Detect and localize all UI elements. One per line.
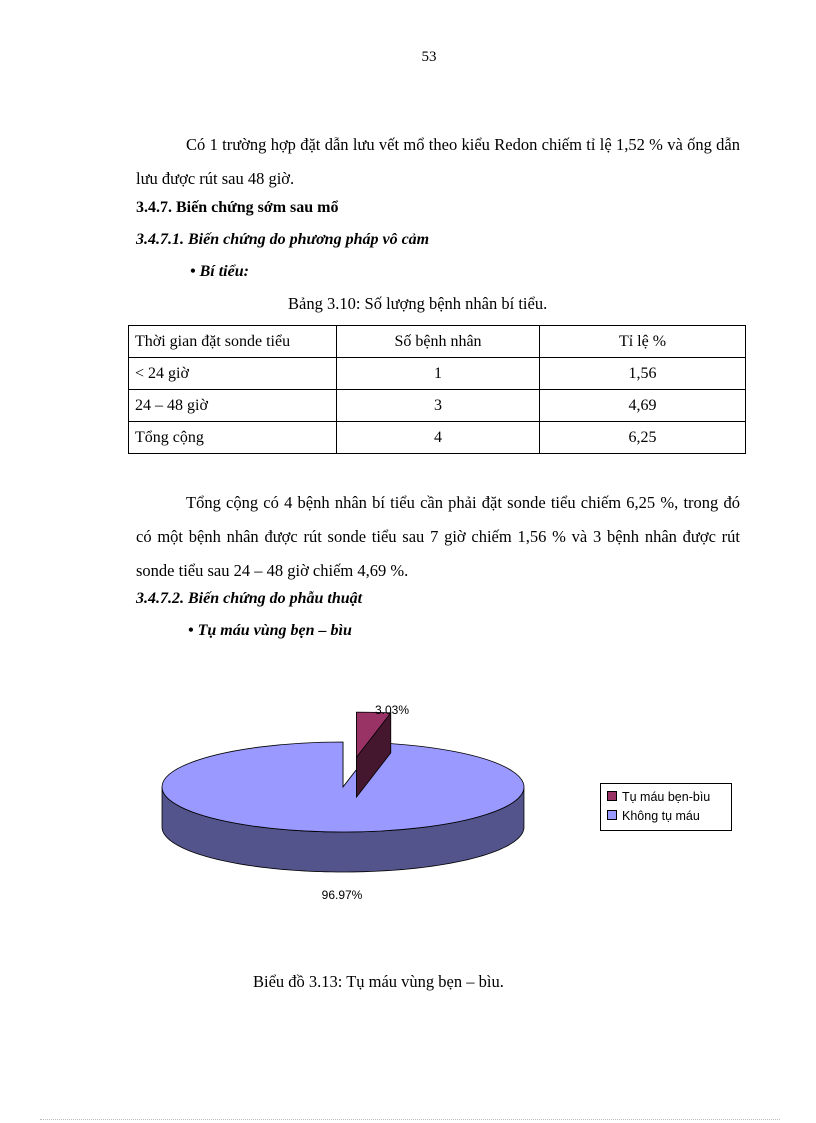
urinary-retention-table xyxy=(128,325,746,454)
table-row xyxy=(129,422,746,454)
table-row xyxy=(129,358,746,390)
table-cell: 1 xyxy=(337,358,540,390)
table-cell: Tổng cộng xyxy=(129,422,337,454)
pie-data-label: 3.03% xyxy=(374,703,410,717)
bullet-hematoma: • Tụ máu vùng bẹn – bìu xyxy=(188,622,352,639)
table-header-cell: Số bệnh nhân xyxy=(337,326,540,358)
paragraph-redon: Có 1 trường hợp đặt dẫn lưu vết mổ theo kiểu Redon chiếm tỉ lệ 1,52 % và ống dẫn lưu được rút sau 48 giờ. xyxy=(136,135,740,188)
table-header-row xyxy=(129,326,746,358)
bullet-icon: • xyxy=(190,263,200,280)
legend-swatch xyxy=(607,791,617,801)
table-cell: 1,56 xyxy=(540,358,746,390)
legend-item: Không tụ máu xyxy=(607,808,700,824)
table-cell: 24 – 48 giờ xyxy=(129,390,337,422)
table-cell: 4 xyxy=(337,422,540,454)
table-row xyxy=(129,390,746,422)
legend-item: Tụ máu bẹn-bìu xyxy=(607,789,710,805)
page-divider xyxy=(40,1119,780,1120)
table-cell: 4,69 xyxy=(540,390,746,422)
bullet-urinary-retention: • Bí tiểu: xyxy=(190,263,249,280)
table-header-cell: Thời gian đặt sonde tiểu xyxy=(129,326,337,358)
legend-swatch xyxy=(607,810,617,820)
bullet-icon: • xyxy=(188,622,198,639)
heading-anesthesia-complications: 3.4.7.1. Biến chứng do phương pháp vô cảm xyxy=(136,231,430,248)
paragraph-retention-summary: Tổng cộng có 4 bệnh nhân bí tiểu cần phải đặt sonde tiểu chiếm 6,25 %, trong đó có một bệnh nhân được rút sonde tiểu sau 7 giờ chiếm 1,56 % và 3 bệnh nhân được rút sonde tiểu sau 24 – 48 giờ chiếm 4,69 %. xyxy=(136,493,740,580)
chart-legend xyxy=(600,783,732,831)
pie-data-label: 96.97% xyxy=(321,888,363,902)
table-cell: 3 xyxy=(337,390,540,422)
pie-slice-no-hematoma xyxy=(162,742,524,832)
heading-surgical-complications: 3.4.7.2. Biến chứng do phẫu thuật xyxy=(136,590,363,607)
table-cell: 6,25 xyxy=(540,422,746,454)
page-number: 53 xyxy=(421,49,437,65)
heading-early-complications: 3.4.7. Biến chứng sớm sau mổ xyxy=(136,199,339,216)
chart-caption: Biểu đồ 3.13: Tụ máu vùng bẹn – bìu. xyxy=(253,972,504,991)
table-cell: < 24 giờ xyxy=(129,358,337,390)
table-caption: Bảng 3.10: Số lượng bệnh nhân bí tiểu. xyxy=(288,294,548,313)
table-header-cell: Tỉ lệ % xyxy=(540,326,746,358)
